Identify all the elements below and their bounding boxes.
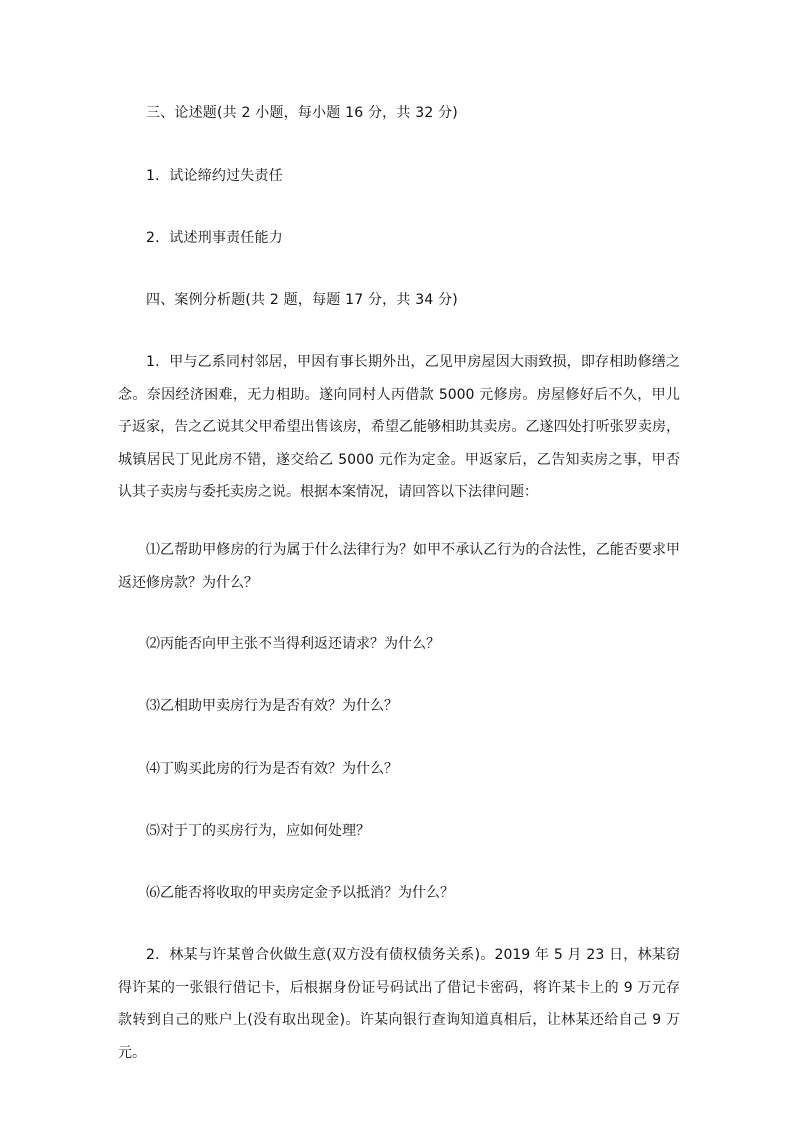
case1-question-1: ⑴乙帮助甲修房的行为属于什么法律行为？如甲不承认乙行为的合法性，乙能否要求甲返还修房款？为什么？ <box>118 542 680 591</box>
section3-question-2: 2．试述刑事责任能力 <box>146 230 283 246</box>
section3-question-1: 1．试论缔约过失责任 <box>146 168 283 184</box>
case1-question-4: ⑷丁购买此房的行为是否有效？为什么？ <box>146 761 398 777</box>
case1-text: 1．甲与乙系同村邻居，甲因有事长期外出，乙见甲房屋因大雨致损，即存相助修缮之念。奈因经济困难，无力相助。遂向同村人丙借款 5000 元修房。房屋修好后不久，甲儿子返家，告之乙说其父甲希望出售该房，希望乙能够相助其卖房。乙遂四处打听张罗卖房，城镇居民丁见此房不错，遂交给乙 5000 元作为定金。甲返家后，乙告知卖房之事，甲否认其子卖房与委托卖房之说。根据本案情况，请回答以下法律问题： <box>118 354 680 500</box>
section3-heading: 三、论述题(共 2 小题，每小题 16 分，共 32 分) <box>146 105 458 121</box>
section4-heading: 四、案例分析题(共 2 题，每题 17 分，共 34 分) <box>146 292 458 308</box>
case1-question-5: ⑸对于丁的买房行为，应如何处理？ <box>146 823 370 839</box>
case1-paragraph <box>118 346 680 509</box>
case1-question-6: ⑹乙能否将收取的甲卖房定金予以抵消？为什么？ <box>146 885 454 901</box>
case2-text: 2．林某与许某曾合伙做生意(双方没有债权债务关系)。2019 年 5 月 23 日，林某窃得许某的一张银行借记卡，后根据身份证号码试出了借记卡密码，将许某卡上的 9 万元存款转到自己的账户上(没有取出现金)。许某向银行查询知道真相后，让林某还给自己 9 万元。 <box>118 947 680 1061</box>
case1-question-3: ⑶乙相助甲卖房行为是否有效？为什么？ <box>146 698 398 714</box>
case1-question-2: ⑵丙能否向甲主张不当得利返还请求？为什么？ <box>146 636 440 652</box>
case2-paragraph <box>118 939 680 1069</box>
